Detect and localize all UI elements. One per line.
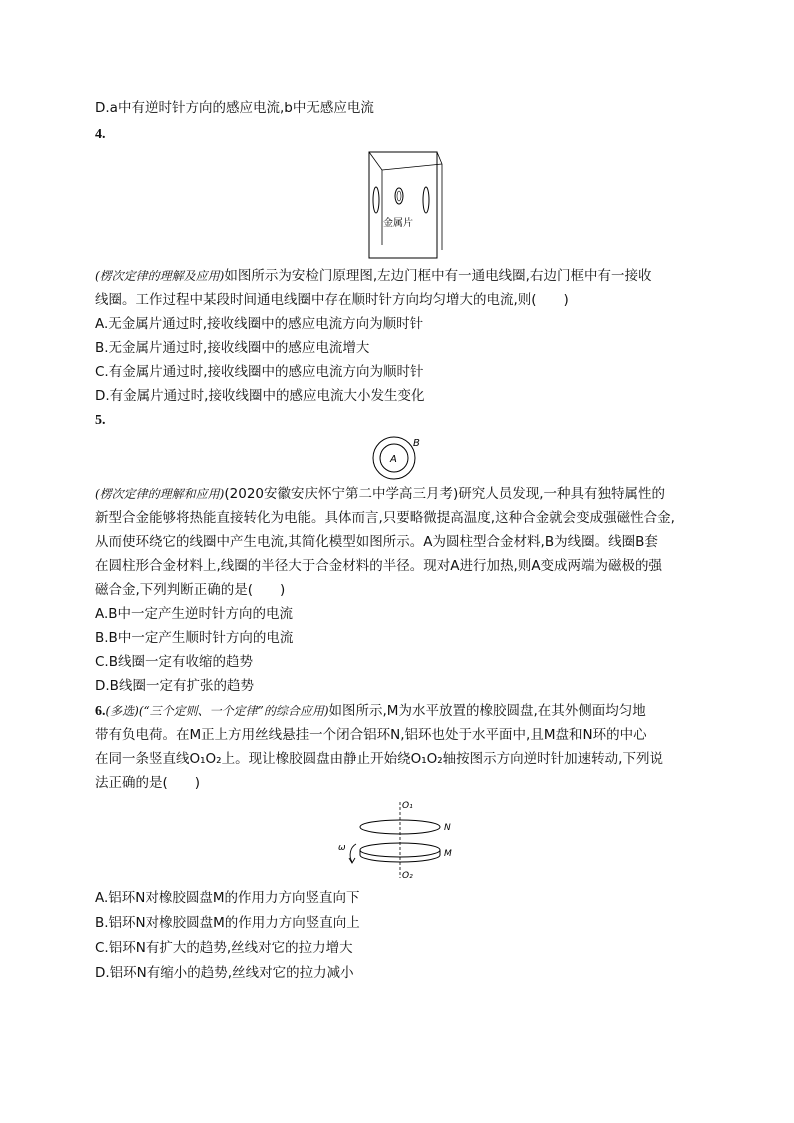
q6-label-n: N (444, 823, 451, 833)
q6-stem-line1 (95, 701, 646, 722)
q5-number: 5. (95, 413, 106, 428)
q6-label-o2: O₂ (402, 871, 413, 881)
q6-stem-line3: 在同一条竖直线O₁O₂上。现让橡胶圆盘由静止开始绕O₁O₂轴按图示方向逆时针加速转动,下列说 (95, 751, 663, 767)
q6-number: 6. (95, 704, 106, 719)
q3-option-d: D.a中有逆时针方向的感应电流,b中无感应电流 (95, 100, 374, 116)
q4-option-c: C.有金属片通过时,接收线圈中的感应电流方向为顺时针 (95, 364, 424, 380)
q6-option-c: C.铝环N有扩大的趋势,丝线对它的拉力增大 (95, 940, 353, 956)
q5-stem-line5: 磁合金,下列判断正确的是( ) (95, 582, 286, 598)
q5-option-b: B.B中一定产生顺时针方向的电流 (95, 630, 294, 646)
q5-stem-line2: 新型合金能够将热能直接转化为电能。具体而言,只要略微提高温度,这种合金就会变成强磁性合金, (95, 510, 675, 526)
q6-label-omega: ω (338, 843, 346, 853)
q6-stem-text1: 如图所示,M为水平放置的橡胶圆盘,在其外侧面均匀地 (328, 703, 646, 719)
q4-stem-line1 (95, 266, 651, 286)
q5-stem-line1 (95, 484, 665, 504)
q4-metal-plate (395, 188, 403, 204)
q6-option-d: D.铝环N有缩小的趋势,丝线对它的拉力减小 (95, 965, 354, 981)
q4-figure-label: 金属片 (383, 218, 413, 229)
q5-stem-line4: 在圆柱形合金材料上,线圈的半径大于合金材料的半径。现对A进行加热,则A变成两端为磁极的强 (95, 558, 663, 574)
q6-stem-line2: 带有负电荷。在M正上方用丝线悬挂一个闭合铝环N,铝环也处于水平面中,且M盘和N环的中心 (95, 727, 647, 743)
q5-option-a: A.B中一定产生逆时针方向的电流 (95, 606, 294, 622)
q5-stem-line3: 从而使环绕它的线圈中产生电流,其简化模型如图所示。A为圆柱型合金材料,B为线圈。线圈B套 (95, 534, 658, 550)
q6-disc-ring-figure (336, 798, 466, 882)
q4-option-d: D.有金属片通过时,接收线圈中的感应电流大小发生变化 (95, 388, 425, 404)
q5-option-d: D.B线圈一定有扩张的趋势 (95, 678, 254, 694)
q5-label-b: B (413, 438, 420, 449)
q4-transmit-coil (373, 187, 379, 213)
q4-number: 4. (95, 127, 106, 142)
q6-stem-line4: 法正确的是( ) (95, 775, 201, 791)
q5-option-c: C.B线圈一定有收缩的趋势 (95, 654, 253, 670)
q5-tag: (楞次定律的理解和应用) (95, 487, 225, 501)
q4-option-a: A.无金属片通过时,接收线圈中的感应电流方向为顺时针 (95, 316, 424, 332)
q4-stem-line2: 线圈。工作过程中某段时间通电线圈中存在顺时针方向均匀增大的电流,则( ) (95, 292, 569, 308)
q5-stem-text1: (2020安徽安庆怀宁第二中学高三月考)研究人员发现,一种具有独特属性的 (224, 486, 666, 502)
q4-security-gate-figure (360, 150, 444, 260)
q6-rotation-arrow (350, 844, 356, 862)
q5-label-a: A (390, 454, 397, 465)
q4-receive-coil (423, 187, 429, 213)
q6-label-o1: O₁ (402, 801, 413, 811)
q6-option-a: A.铝环N对橡胶圆盘M的作用力方向竖直向下 (95, 890, 360, 906)
q6-label-m: M (444, 849, 452, 859)
q4-tag: (楞次定律的理解及应用) (95, 269, 225, 283)
q6-option-b: B.铝环N对橡胶圆盘M的作用力方向竖直向上 (95, 915, 360, 931)
q5-coil-figure (370, 434, 426, 482)
q4-option-b: B.无金属片通过时,接收线圈中的感应电流增大 (95, 340, 370, 356)
q4-stem-text1: 如图所示为安检门原理图,左边门框中有一通电线圈,右边门框中有一接收 (224, 268, 652, 284)
q6-tag: (多选)(“三个定则、一个定律”的综合应用) (105, 704, 329, 718)
